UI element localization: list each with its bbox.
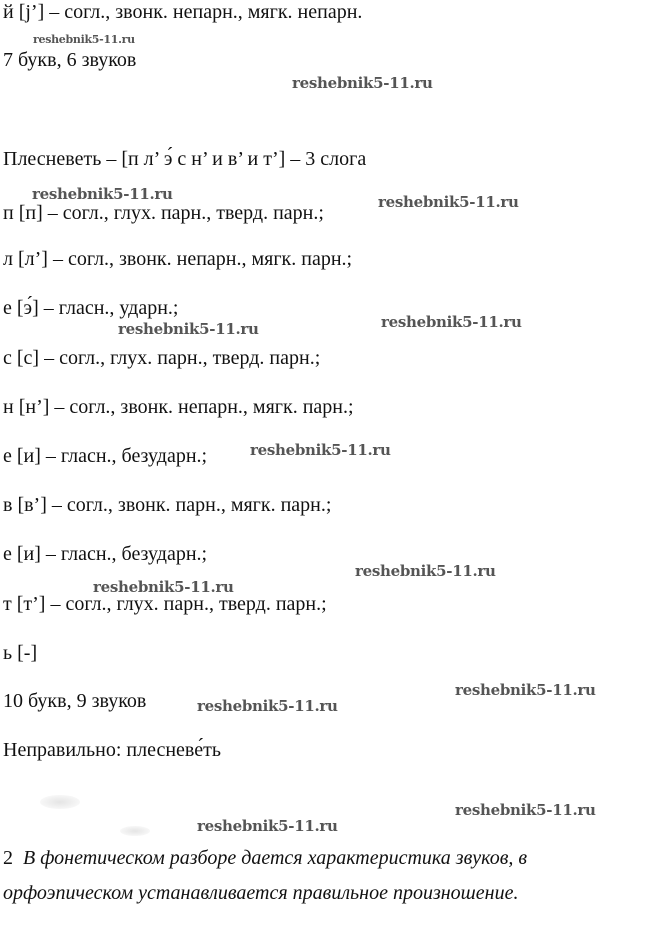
- answer-line-2: орфоэпическом устанавливается правильное произношение.: [3, 882, 519, 904]
- text-line-7: с [с] – согл., глух. парн., тверд. парн.;: [3, 347, 321, 369]
- watermark: reshebnik5-11.ru: [118, 320, 259, 338]
- watermark: reshebnik5-11.ru: [378, 193, 519, 211]
- text-line-2: 7 букв, 6 звуков: [3, 49, 137, 71]
- watermark: reshebnik5-11.ru: [32, 185, 173, 203]
- watermark: reshebnik5-11.ru: [197, 817, 338, 835]
- watermark: reshebnik5-11.ru: [355, 562, 496, 580]
- watermark: reshebnik5-11.ru: [93, 578, 234, 596]
- watermark: reshebnik5-11.ru: [250, 441, 391, 459]
- scan-smudge: [120, 826, 150, 836]
- watermark: reshebnik5-11.ru: [33, 33, 135, 46]
- answer-paragraph: [3, 841, 527, 911]
- answer-line-1: В фонетическом разборе дается характеристика звуков, в: [23, 847, 528, 869]
- watermark: reshebnik5-11.ru: [455, 681, 596, 699]
- text-line-12: т [т’] – согл., глух. парн., тверд. парн.;: [3, 593, 327, 615]
- text-line-9: е [и] – гласн., безударн.;: [3, 445, 208, 467]
- text-line-6: е [э́] – гласн., ударн.;: [3, 297, 179, 319]
- watermark: reshebnik5-11.ru: [292, 74, 433, 92]
- scan-smudge: [40, 795, 80, 809]
- text-line-11: е [и] – гласн., безударн.;: [3, 543, 208, 565]
- text-line-14: 10 букв, 9 звуков: [3, 690, 147, 712]
- text-line-8: н [н’] – согл., звонк. непарн., мягк. парн.;: [3, 396, 354, 418]
- text-line-3: Плесневеть – [п л’ э́ с н’ и в’ и т’] – 3 слога: [3, 148, 367, 170]
- watermark: reshebnik5-11.ru: [455, 801, 596, 819]
- answer-number: 2: [3, 847, 13, 869]
- text-line-4: п [п] – согл., глух. парн., тверд. парн.;: [3, 202, 324, 224]
- text-line-10: в [в’] – согл., звонк. парн., мягк. парн.;: [3, 494, 332, 516]
- text-line-13: ь [-]: [3, 642, 38, 664]
- watermark: reshebnik5-11.ru: [197, 697, 338, 715]
- watermark: reshebnik5-11.ru: [381, 313, 522, 331]
- text-line-1: й [j’] – согл., звонк. непарн., мягк. непарн.: [3, 1, 363, 23]
- text-line-15: Неправильно: плесневе́ть: [3, 739, 221, 761]
- text-line-5: л [л’] – согл., звонк. непарн., мягк. парн.;: [3, 248, 353, 270]
